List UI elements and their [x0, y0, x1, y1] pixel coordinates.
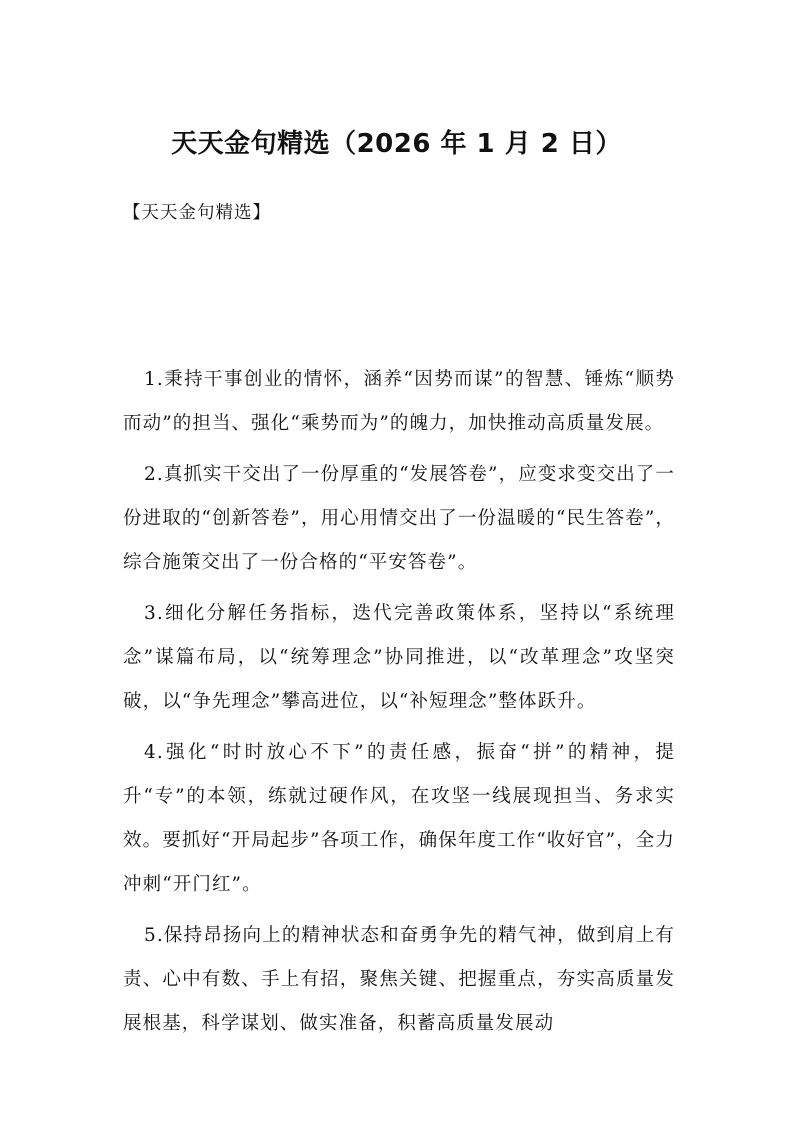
document-title: 天天金句精选（2026 年 1 月 2 日）	[171, 129, 622, 159]
quote-paragraph-1: 1.秉持干事创业的情怀，涵养“因势而谋”的智慧、锤炼“顺势而动”的担当、强化“乘势而为”的魄力，加快推动高质量发展。	[123, 369, 675, 434]
section-label: 【天天金句精选】	[123, 203, 271, 223]
quote-paragraph-5: 5.保持昂扬向上的精神状态和奋勇争先的精气神，做到肩上有责、心中有数、手上有招，聚焦关键、把握重点，夯实高质量发展根基，科学谋划、做实准备，积蓄高质量发展动	[123, 925, 675, 1034]
quote-paragraph-3: 3.细化分解任务指标，迭代完善政策体系，坚持以“系统理念”谋篇布局，以“统筹理念”协同推进，以“改革理念”攻坚突破，以“争先理念”攀高进位，以“补短理念”整体跃升。	[123, 603, 675, 712]
quote-paragraph-2: 2.真抓实干交出了一份厚重的“发展答卷”，应变求变交出了一份进取的“创新答卷”，用心用情交出了一份温暖的“民生答卷”，综合施策交出了一份合格的“平安答卷”。	[123, 464, 675, 573]
document-body	[123, 358, 675, 1053]
quote-paragraph-4: 4.强化“时时放心不下”的责任感，振奋“拼”的精神，提升“专”的本领，练就过硬作风，在攻坚一线展现担当、务求实效。要抓好“开局起步”各项工作，确保年度工作“收好官”，全力冲刺“开门红”。	[123, 742, 675, 895]
